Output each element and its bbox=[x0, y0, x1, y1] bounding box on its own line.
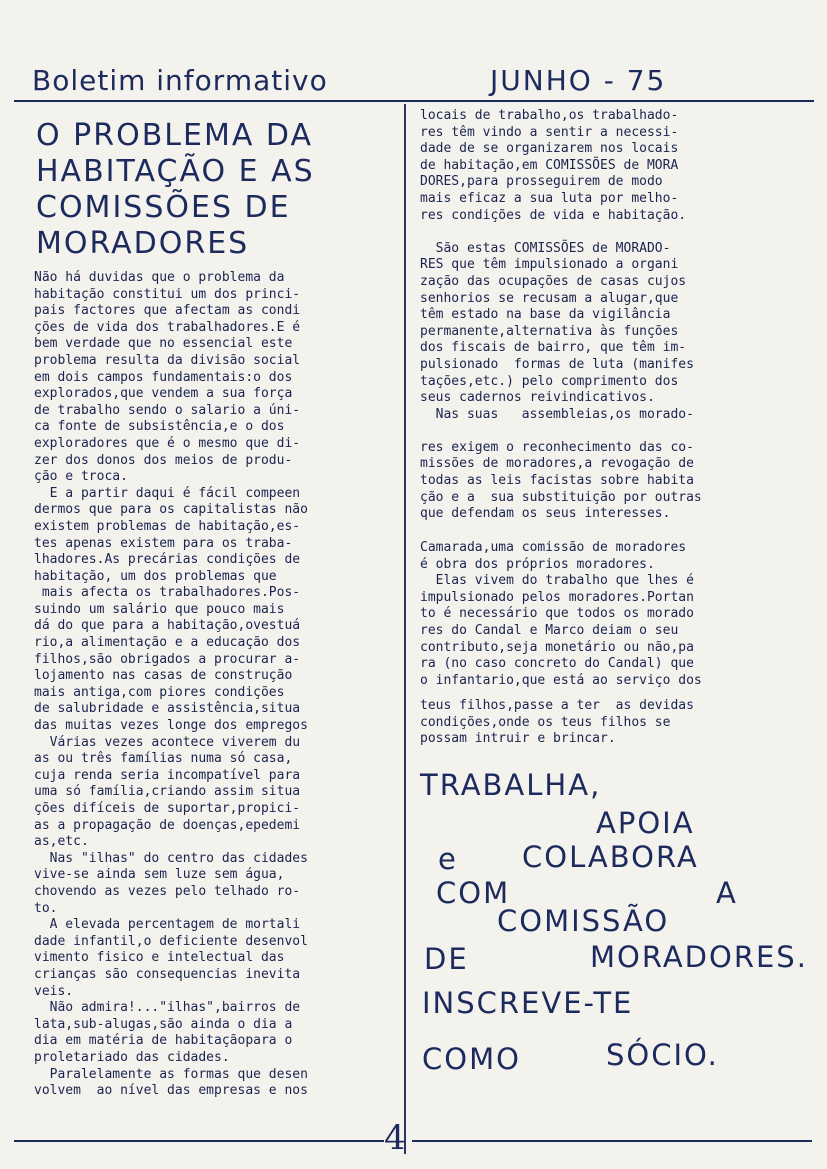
article-headline: O PROBLEMA DA HABITAÇÃO E AS COMISSÕES DE MORADORES bbox=[36, 118, 315, 261]
appeal-paragraph: Camarada,uma comissão de moradores é obra dos próprios moradores. Elas vivem do trabalho que lhes é impulsionado pelos moradores.Portan to é necessário que todos os morado res do Candal e Marco deiam o seu contributo,seja monetário ou não,pa ra (no caso concreto do Candal) que o infantario,que está ao serviço dos bbox=[420, 540, 702, 688]
column-divider bbox=[404, 104, 406, 1154]
slogan-line: e bbox=[438, 842, 458, 876]
newsletter-title: Boletim informativo bbox=[32, 64, 328, 97]
slogan-line: INSCREVE-TE bbox=[422, 986, 634, 1020]
slogan-line: COLABORA bbox=[522, 840, 699, 874]
masthead-rule bbox=[14, 100, 814, 102]
slogan-line: COM bbox=[436, 876, 511, 910]
masthead bbox=[28, 62, 808, 102]
appeal-paragraph-end: teus filhos,passe a ter as devidas condições,onde os teus filhos se possam intruir e brincar. bbox=[420, 698, 694, 747]
footer-rule-right bbox=[412, 1140, 812, 1142]
footer-rule-left bbox=[14, 1140, 384, 1142]
slogan-line: COMISSÃO bbox=[497, 904, 670, 938]
slogan-line: MORADORES. bbox=[590, 940, 808, 974]
slogan-line: TRABALHA, bbox=[420, 768, 602, 802]
page-number: 4 bbox=[384, 1118, 406, 1158]
article-right-column-top: locais de trabalho,os trabalhado- res têm vindo a sentir a necessi- dade de se organizarem nos locais de habitação,em COMISSÕES de MORA DORES,para prosseguirem de modo mais eficaz a sua luta por melho- res condições de vida e habitação. São estas COMISSÕES de MORADO- RES que têm impulsionado a organi zação das ocupações de casas cujos senhorios se recusam a alugar,que têm estado na base da vigilância permanente,alternativa às funções dos fiscais de bairro, que têm im- pulsionado formas de luta (manifes tações,etc.) pelo comprimento dos seus cadernos reivindicativos. Nas suas assembleias,os morado- res exigem o reconhecimento das co- missões de moradores,a revogação de todas as leis facistas sobre habita ção e a sua substituição por outras que defendam os seus interesses. bbox=[420, 108, 702, 522]
article-left-column: Não há duvidas que o problema da habitação constitui um dos princi- pais factores que afectam as condi ções de vida dos trabalhadores.E é bem verdade que no essencial este problema resulta da divisão social em dois campos fundamentais:o dos explorados,que vendem a sua força de trabalho sendo o salario a úni- ca fonte de subsistência,e o dos exploradores que é o mesmo que di- zer dos donos dos meios de produ- ção e troca. E a partir daqui é fácil compeen dermos que para os capitalistas não existem problemas de habitação,es- tes apenas existem para os traba- lhadores.As precárias condições de habitação, um dos problemas que mais afecta os trabalhadores.Pos- suindo um salário que pouco mais dá do que para a habitação,ovestuá rio,a alimentação e a educação dos filhos,são obrigados a procurar a- lojamento nas casas de construção mais antiga,com piores condições de salubridade e assistência,situa das muitas vezes longe dos empregos Várias vezes acontece viverem du as ou três famílias numa só casa, cuja renda seria incompatível para uma só família,criando assim situa ções difíceis de suportar,propici- as a propagação de doenças,epedemi as,etc. Nas "ilhas" do centro das cidades vive-se ainda sem luze sem água, chovendo as vezes pelo telhado ro- to. A elevada percentagem de mortali dade infantil,o deficiente desenvol vimento fisico e intelectual das crianças são consequencias inevita veis. Não admira!..."ilhas",bairros de lata,sub-alugas,são ainda o dia a dia em matéria de habitaçãopara o proletariado das cidades. Paralelamente as formas que desen volvem ao nível das empresas e nos bbox=[34, 270, 308, 1099]
slogan-line: COMO bbox=[422, 1042, 521, 1076]
slogan-line: SÓCIO. bbox=[606, 1038, 719, 1072]
slogan-line: APOIA bbox=[596, 806, 695, 840]
slogan-line: A bbox=[716, 876, 738, 910]
issue-date: JUNHO - 75 bbox=[490, 64, 667, 97]
slogan-line: DE bbox=[424, 942, 469, 976]
